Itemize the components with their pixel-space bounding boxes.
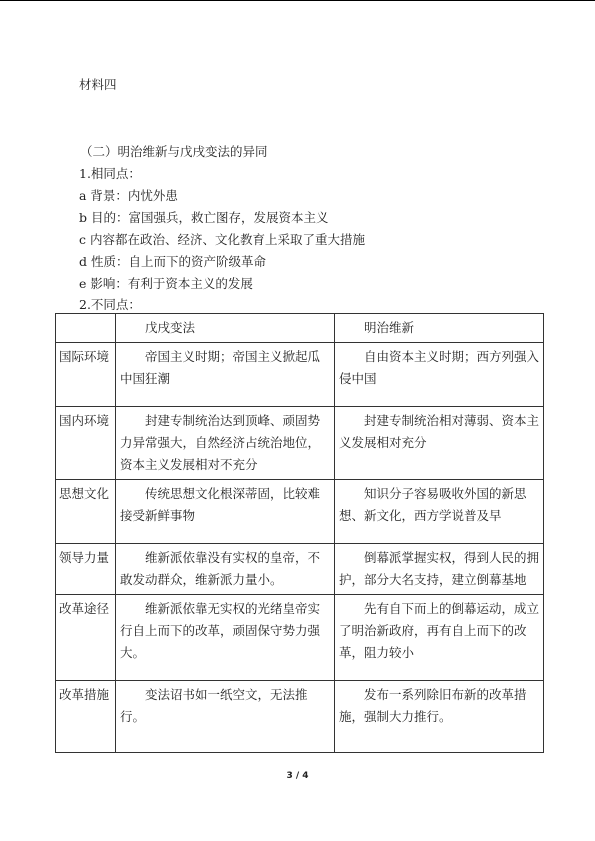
row-label: 领导力量 [56, 544, 116, 595]
similarities-title: 1.相同点： [79, 166, 141, 181]
wuxu-cell: 帝国主义时期；帝国主义掀起瓜中国狂潮 [116, 343, 335, 407]
table-row [56, 544, 544, 595]
row-label: 改革措施 [56, 681, 116, 753]
wuxu-cell: 变法诏书如一纸空文，无法推行。 [116, 681, 335, 753]
comparison-table [55, 313, 544, 753]
material-heading: 材料四 [79, 77, 117, 92]
page-number: 3 / 4 [286, 771, 309, 781]
wuxu-cell: 传统思想文化根深蒂固，比较难接受新鲜事物 [116, 480, 335, 544]
meiji-cell: 先有自下而上的倒幕运动，成立了明治新政府，再有自上而下的改革，阻力较小 [335, 595, 544, 681]
similarity-item: a 背景：内忧外患 [79, 188, 178, 203]
table-row [56, 480, 544, 544]
table-row [56, 407, 544, 480]
table-header-row [56, 314, 544, 343]
row-label: 改革途径 [56, 595, 116, 681]
row-label: 国内环境 [56, 407, 116, 480]
row-label: 国际环境 [56, 343, 116, 407]
meiji-cell: 自由资本主义时期；西方列强入侵中国 [335, 343, 544, 407]
header-cell-empty [56, 314, 116, 343]
meiji-cell: 发布一系列除旧布新的改革措施，强制大力推行。 [335, 681, 544, 753]
similarity-item: d 性质：自上而下的资产阶级革命 [79, 254, 266, 269]
page-top-rule [0, 0, 595, 1]
wuxu-cell: 维新派依靠没有实权的皇帝，不敢发动群众，维新派力量小。 [116, 544, 335, 595]
table-row [56, 681, 544, 753]
table-row [56, 343, 544, 407]
header-cell-wuxu: 戊戌变法 [116, 314, 335, 343]
meiji-cell: 知识分子容易吸收外国的新思想、新文化，西方学说普及早 [335, 480, 544, 544]
table-row [56, 595, 544, 681]
section-title: （二）明治维新与戊戌变法的异同 [80, 144, 268, 159]
wuxu-cell: 维新派依靠无实权的光绪皇帝实行自上而下的改革，顽固保守势力强大。 [116, 595, 335, 681]
similarity-item: e 影响：有利于资本主义的发展 [79, 276, 253, 291]
header-cell-meiji: 明治维新 [335, 314, 544, 343]
similarity-item: b 目的：富国强兵，救亡图存，发展资本主义 [79, 210, 329, 225]
similarity-item: c 内容都在政治、经济、文化教育上采取了重大措施 [79, 232, 365, 247]
wuxu-cell: 封建专制统治达到顶峰、顽固势力异常强大，自然经济占统治地位，资本主义发展相对不充分 [116, 407, 335, 480]
meiji-cell: 倒幕派掌握实权，得到人民的拥护，部分大名支持，建立倒幕基地 [335, 544, 544, 595]
meiji-cell: 封建专制统治相对薄弱、资本主义发展相对充分 [335, 407, 544, 480]
row-label: 思想文化 [56, 480, 116, 544]
differences-title: 2.不同点： [79, 297, 141, 312]
